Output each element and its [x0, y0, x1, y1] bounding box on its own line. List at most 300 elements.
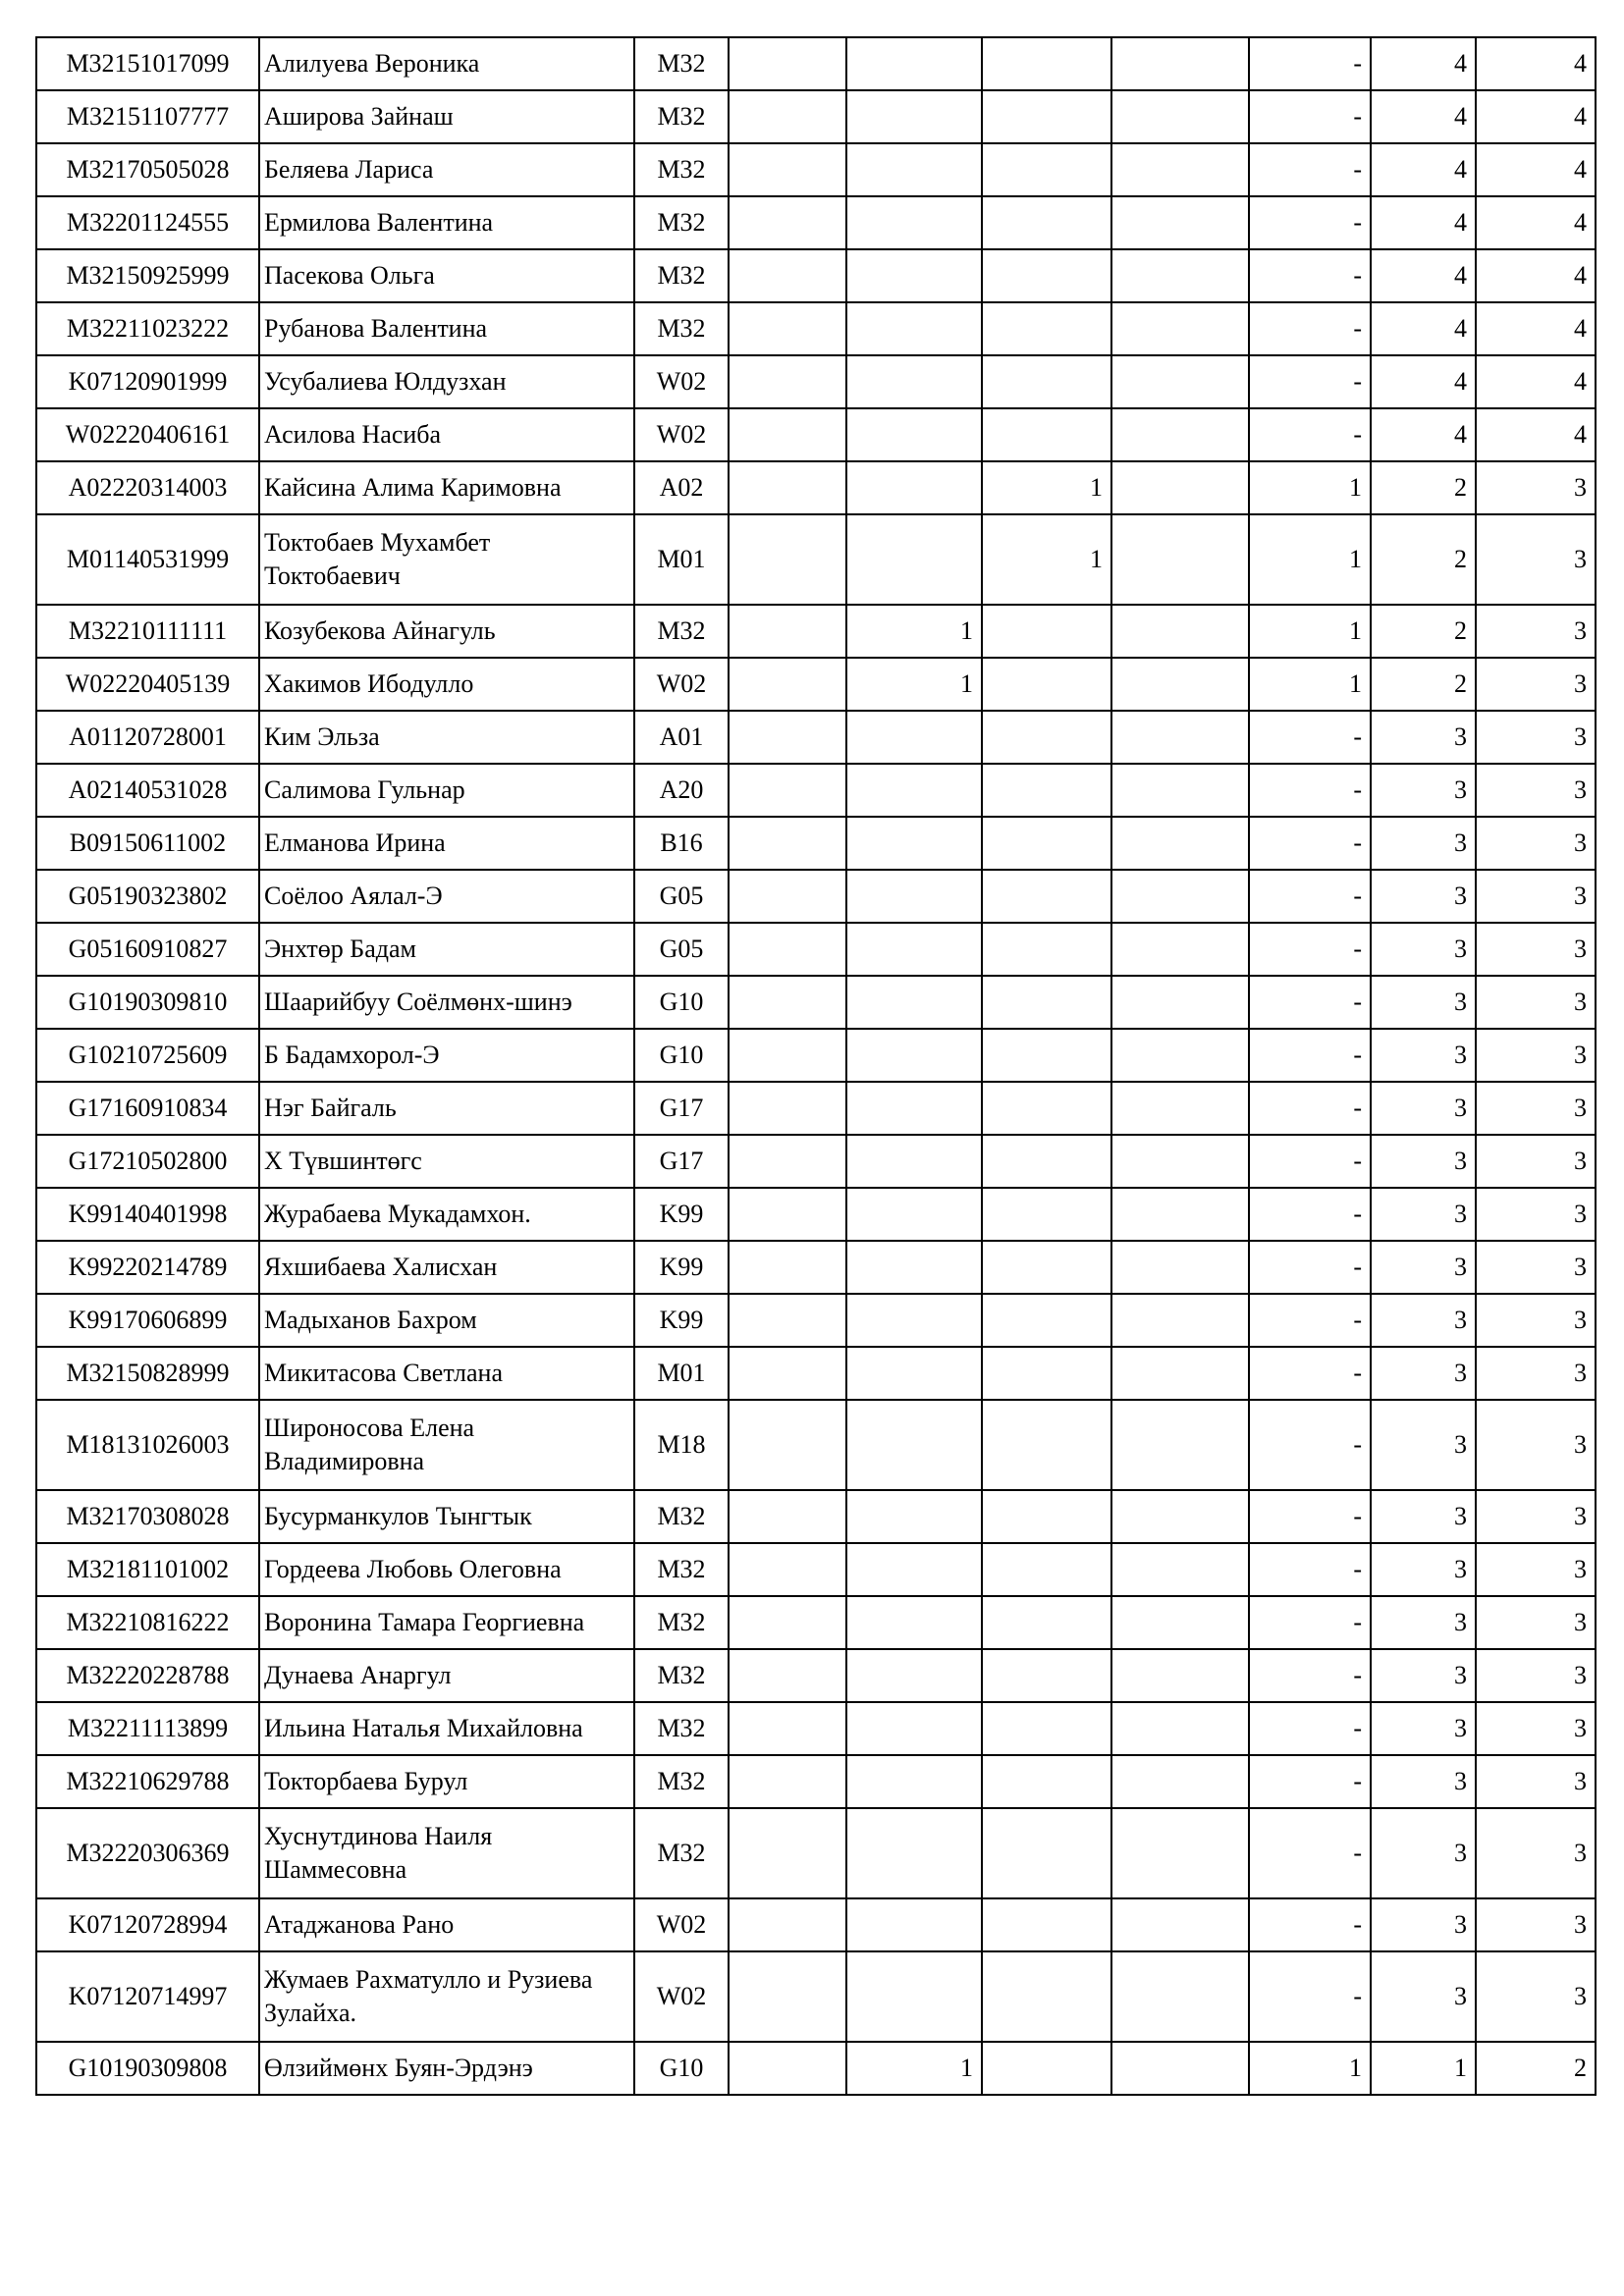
- code-cell: M32: [634, 143, 729, 196]
- id-cell: M32151107777: [36, 90, 259, 143]
- value-cell-3: [982, 1188, 1111, 1241]
- value-cell-4: [1111, 196, 1249, 249]
- total-cell: 4: [1476, 143, 1596, 196]
- value-cell-1: [729, 1082, 846, 1135]
- name-cell: Х Түвшинтөгс: [259, 1135, 634, 1188]
- table-row: [36, 1702, 1596, 1755]
- value-cell-4: [1111, 90, 1249, 143]
- value-cell-4: [1111, 1400, 1249, 1490]
- id-cell: K07120728994: [36, 1898, 259, 1951]
- value-cell-3: [982, 37, 1111, 90]
- value-cell-1: [729, 1400, 846, 1490]
- value-cell-4: [1111, 711, 1249, 764]
- value-cell-2: [846, 249, 982, 302]
- code-cell: G05: [634, 870, 729, 923]
- value-cell-1: [729, 1188, 846, 1241]
- code-cell: M01: [634, 1347, 729, 1400]
- code-cell: M32: [634, 302, 729, 355]
- value-cell-4: [1111, 976, 1249, 1029]
- total-cell: 3: [1476, 1241, 1596, 1294]
- total-cell: 4: [1476, 37, 1596, 90]
- value-cell-6: 1: [1371, 2042, 1476, 2095]
- value-cell-2: [846, 1898, 982, 1951]
- value-cell-1: [729, 1135, 846, 1188]
- table-row: [36, 923, 1596, 976]
- value-cell-2: [846, 923, 982, 976]
- id-cell: M32210816222: [36, 1596, 259, 1649]
- value-cell-6: 3: [1371, 711, 1476, 764]
- table-row: [36, 1188, 1596, 1241]
- value-cell-4: [1111, 1649, 1249, 1702]
- code-cell: W02: [634, 1951, 729, 2042]
- value-cell-5: 1: [1249, 514, 1371, 605]
- value-cell-6: 3: [1371, 1898, 1476, 1951]
- value-cell-4: [1111, 1898, 1249, 1951]
- table-row: [36, 37, 1596, 90]
- name-cell: Хуснутдинова Наиля Шаммесовна: [259, 1808, 634, 1898]
- total-cell: 3: [1476, 1649, 1596, 1702]
- total-cell: 4: [1476, 408, 1596, 461]
- value-cell-5: -: [1249, 1596, 1371, 1649]
- value-cell-5: -: [1249, 1808, 1371, 1898]
- value-cell-5: -: [1249, 976, 1371, 1029]
- value-cell-6: 4: [1371, 355, 1476, 408]
- value-cell-3: [982, 90, 1111, 143]
- code-cell: M32: [634, 1649, 729, 1702]
- id-cell: M32211023222: [36, 302, 259, 355]
- name-cell: Жумаев Рахматулло и Рузиева Зулайха.: [259, 1951, 634, 2042]
- value-cell-1: [729, 605, 846, 658]
- code-cell: B16: [634, 817, 729, 870]
- value-cell-1: [729, 1543, 846, 1596]
- value-cell-3: [982, 1029, 1111, 1082]
- name-cell: Токторбаева Бурул: [259, 1755, 634, 1808]
- value-cell-6: 2: [1371, 514, 1476, 605]
- value-cell-4: [1111, 605, 1249, 658]
- value-cell-3: [982, 355, 1111, 408]
- value-cell-5: -: [1249, 1898, 1371, 1951]
- value-cell-4: [1111, 1596, 1249, 1649]
- table-row: [36, 711, 1596, 764]
- value-cell-2: [846, 90, 982, 143]
- value-cell-2: [846, 817, 982, 870]
- value-cell-2: [846, 196, 982, 249]
- name-cell: Ильина Наталья Михайловна: [259, 1702, 634, 1755]
- code-cell: M18: [634, 1400, 729, 1490]
- value-cell-1: [729, 1490, 846, 1543]
- value-cell-4: [1111, 923, 1249, 976]
- total-cell: 3: [1476, 923, 1596, 976]
- table-row: [36, 1400, 1596, 1490]
- total-cell: 3: [1476, 1543, 1596, 1596]
- value-cell-3: [982, 196, 1111, 249]
- value-cell-3: [982, 1808, 1111, 1898]
- total-cell: 4: [1476, 355, 1596, 408]
- name-cell: Б Бадамхорол-Э: [259, 1029, 634, 1082]
- value-cell-3: 1: [982, 514, 1111, 605]
- value-cell-3: [982, 249, 1111, 302]
- value-cell-5: -: [1249, 37, 1371, 90]
- value-cell-5: -: [1249, 1029, 1371, 1082]
- value-cell-4: [1111, 302, 1249, 355]
- value-cell-4: [1111, 1543, 1249, 1596]
- id-cell: G10190309808: [36, 2042, 259, 2095]
- name-cell: Беляева Лариса: [259, 143, 634, 196]
- table-row: [36, 764, 1596, 817]
- code-cell: A02: [634, 461, 729, 514]
- id-cell: G10190309810: [36, 976, 259, 1029]
- value-cell-6: 3: [1371, 817, 1476, 870]
- value-cell-1: [729, 764, 846, 817]
- value-cell-6: 2: [1371, 658, 1476, 711]
- value-cell-3: [982, 870, 1111, 923]
- code-cell: G10: [634, 1029, 729, 1082]
- id-cell: K07120901999: [36, 355, 259, 408]
- id-cell: M32151017099: [36, 37, 259, 90]
- table-row: [36, 196, 1596, 249]
- table-row: [36, 1135, 1596, 1188]
- value-cell-1: [729, 408, 846, 461]
- code-cell: M32: [634, 1543, 729, 1596]
- total-cell: 3: [1476, 1702, 1596, 1755]
- table-row: [36, 870, 1596, 923]
- value-cell-2: 1: [846, 605, 982, 658]
- total-cell: 4: [1476, 196, 1596, 249]
- value-cell-6: 3: [1371, 1082, 1476, 1135]
- value-cell-3: [982, 1082, 1111, 1135]
- value-cell-1: [729, 1029, 846, 1082]
- value-cell-6: 3: [1371, 1241, 1476, 1294]
- value-cell-4: [1111, 764, 1249, 817]
- code-cell: M32: [634, 1808, 729, 1898]
- code-cell: M32: [634, 1490, 729, 1543]
- table-row: [36, 1543, 1596, 1596]
- id-cell: G17210502800: [36, 1135, 259, 1188]
- code-cell: M32: [634, 605, 729, 658]
- value-cell-4: [1111, 1347, 1249, 1400]
- value-cell-3: [982, 408, 1111, 461]
- id-cell: M01140531999: [36, 514, 259, 605]
- value-cell-3: 1: [982, 461, 1111, 514]
- value-cell-2: [846, 1241, 982, 1294]
- value-cell-1: [729, 1241, 846, 1294]
- name-cell: Журабаева Мукадамхон.: [259, 1188, 634, 1241]
- code-cell: G17: [634, 1082, 729, 1135]
- value-cell-4: [1111, 1702, 1249, 1755]
- value-cell-6: 2: [1371, 605, 1476, 658]
- value-cell-4: [1111, 355, 1249, 408]
- total-cell: 3: [1476, 1596, 1596, 1649]
- value-cell-2: [846, 1347, 982, 1400]
- code-cell: W02: [634, 658, 729, 711]
- id-cell: W02220405139: [36, 658, 259, 711]
- id-cell: M32150828999: [36, 1347, 259, 1400]
- name-cell: Хакимов Ибодулло: [259, 658, 634, 711]
- value-cell-2: [846, 514, 982, 605]
- value-cell-6: 4: [1371, 408, 1476, 461]
- name-cell: Токтобаев Мухамбет Токтобаевич: [259, 514, 634, 605]
- value-cell-2: [846, 764, 982, 817]
- value-cell-5: -: [1249, 764, 1371, 817]
- name-cell: Рубанова Валентина: [259, 302, 634, 355]
- total-cell: 3: [1476, 1347, 1596, 1400]
- total-cell: 3: [1476, 1135, 1596, 1188]
- value-cell-5: -: [1249, 711, 1371, 764]
- value-cell-4: [1111, 1755, 1249, 1808]
- name-cell: Козубекова Айнагуль: [259, 605, 634, 658]
- value-cell-1: [729, 1596, 846, 1649]
- value-cell-2: [846, 461, 982, 514]
- value-cell-6: 4: [1371, 37, 1476, 90]
- name-cell: Яхшибаева Халисхан: [259, 1241, 634, 1294]
- value-cell-1: [729, 37, 846, 90]
- value-cell-1: [729, 1649, 846, 1702]
- value-cell-6: 3: [1371, 870, 1476, 923]
- code-cell: M01: [634, 514, 729, 605]
- value-cell-3: [982, 1347, 1111, 1400]
- value-cell-1: [729, 249, 846, 302]
- table-row: [36, 1082, 1596, 1135]
- value-cell-4: [1111, 1029, 1249, 1082]
- value-cell-3: [982, 1755, 1111, 1808]
- name-cell: Энхтөр Бадам: [259, 923, 634, 976]
- value-cell-3: [982, 1649, 1111, 1702]
- id-cell: K99170606899: [36, 1294, 259, 1347]
- table-row: [36, 143, 1596, 196]
- value-cell-6: 3: [1371, 1135, 1476, 1188]
- code-cell: K99: [634, 1294, 729, 1347]
- id-cell: G10210725609: [36, 1029, 259, 1082]
- code-cell: W02: [634, 355, 729, 408]
- name-cell: Усубалиева Юлдузхан: [259, 355, 634, 408]
- value-cell-5: -: [1249, 302, 1371, 355]
- table-row: [36, 1029, 1596, 1082]
- id-cell: M32201124555: [36, 196, 259, 249]
- value-cell-4: [1111, 1188, 1249, 1241]
- table-row: [36, 1808, 1596, 1898]
- code-cell: M32: [634, 1702, 729, 1755]
- name-cell: Соёлоо Аялал-Э: [259, 870, 634, 923]
- value-cell-1: [729, 658, 846, 711]
- value-cell-4: [1111, 408, 1249, 461]
- table-row: [36, 2042, 1596, 2095]
- value-cell-2: [846, 711, 982, 764]
- value-cell-2: [846, 1082, 982, 1135]
- total-cell: 3: [1476, 514, 1596, 605]
- table-row: [36, 658, 1596, 711]
- total-cell: 3: [1476, 1755, 1596, 1808]
- value-cell-4: [1111, 1808, 1249, 1898]
- name-cell: Нэг Байгаль: [259, 1082, 634, 1135]
- code-cell: M32: [634, 1755, 729, 1808]
- value-cell-3: [982, 1241, 1111, 1294]
- value-cell-1: [729, 976, 846, 1029]
- value-cell-5: -: [1249, 1082, 1371, 1135]
- value-cell-5: -: [1249, 1543, 1371, 1596]
- value-cell-4: [1111, 1294, 1249, 1347]
- value-cell-1: [729, 143, 846, 196]
- value-cell-4: [1111, 461, 1249, 514]
- value-cell-1: [729, 514, 846, 605]
- total-cell: 3: [1476, 711, 1596, 764]
- code-cell: G10: [634, 976, 729, 1029]
- value-cell-2: [846, 870, 982, 923]
- total-cell: 3: [1476, 1082, 1596, 1135]
- total-cell: 3: [1476, 1951, 1596, 2042]
- value-cell-3: [982, 1400, 1111, 1490]
- value-cell-3: [982, 1294, 1111, 1347]
- total-cell: 3: [1476, 658, 1596, 711]
- value-cell-4: [1111, 514, 1249, 605]
- id-cell: M32220306369: [36, 1808, 259, 1898]
- total-cell: 3: [1476, 1188, 1596, 1241]
- total-cell: 3: [1476, 1294, 1596, 1347]
- value-cell-5: -: [1249, 143, 1371, 196]
- name-cell: Ким Эльза: [259, 711, 634, 764]
- total-cell: 3: [1476, 1029, 1596, 1082]
- value-cell-3: [982, 302, 1111, 355]
- name-cell: Ермилова Валентина: [259, 196, 634, 249]
- value-cell-2: [846, 302, 982, 355]
- total-cell: 3: [1476, 870, 1596, 923]
- id-cell: M32170505028: [36, 143, 259, 196]
- code-cell: A01: [634, 711, 729, 764]
- value-cell-5: -: [1249, 1347, 1371, 1400]
- value-cell-5: -: [1249, 870, 1371, 923]
- total-cell: 3: [1476, 817, 1596, 870]
- value-cell-5: -: [1249, 1135, 1371, 1188]
- value-cell-4: [1111, 37, 1249, 90]
- code-cell: G17: [634, 1135, 729, 1188]
- value-cell-6: 3: [1371, 1490, 1476, 1543]
- value-cell-6: 4: [1371, 302, 1476, 355]
- value-cell-6: 4: [1371, 143, 1476, 196]
- table-row: [36, 90, 1596, 143]
- code-cell: W02: [634, 408, 729, 461]
- name-cell: Мадыханов Бахром: [259, 1294, 634, 1347]
- value-cell-2: [846, 408, 982, 461]
- value-cell-3: [982, 764, 1111, 817]
- code-cell: G05: [634, 923, 729, 976]
- value-cell-4: [1111, 817, 1249, 870]
- value-cell-6: 2: [1371, 461, 1476, 514]
- name-cell: Гордеева Любовь Олеговна: [259, 1543, 634, 1596]
- value-cell-1: [729, 870, 846, 923]
- code-cell: M32: [634, 1596, 729, 1649]
- value-cell-5: -: [1249, 1702, 1371, 1755]
- value-cell-3: [982, 1898, 1111, 1951]
- id-cell: M32210111111: [36, 605, 259, 658]
- name-cell: Аширова Зайнаш: [259, 90, 634, 143]
- id-cell: A01120728001: [36, 711, 259, 764]
- name-cell: Воронина Тамара Георгиевна: [259, 1596, 634, 1649]
- value-cell-6: 4: [1371, 196, 1476, 249]
- name-cell: Микитасова Светлана: [259, 1347, 634, 1400]
- table-row: [36, 1347, 1596, 1400]
- value-cell-4: [1111, 1490, 1249, 1543]
- id-cell: M32170308028: [36, 1490, 259, 1543]
- value-cell-4: [1111, 1082, 1249, 1135]
- value-cell-3: [982, 1490, 1111, 1543]
- value-cell-6: 3: [1371, 1951, 1476, 2042]
- value-cell-4: [1111, 1241, 1249, 1294]
- name-cell: Елманова Ирина: [259, 817, 634, 870]
- name-cell: Дунаева Анаргул: [259, 1649, 634, 1702]
- id-cell: M32211113899: [36, 1702, 259, 1755]
- value-cell-3: [982, 976, 1111, 1029]
- code-cell: K99: [634, 1241, 729, 1294]
- value-cell-6: 3: [1371, 1755, 1476, 1808]
- table-row: [36, 514, 1596, 605]
- value-cell-2: [846, 143, 982, 196]
- value-cell-3: [982, 1951, 1111, 2042]
- total-cell: 4: [1476, 90, 1596, 143]
- id-cell: B09150611002: [36, 817, 259, 870]
- code-cell: M32: [634, 37, 729, 90]
- value-cell-5: 1: [1249, 658, 1371, 711]
- value-cell-1: [729, 1898, 846, 1951]
- value-cell-2: 1: [846, 2042, 982, 2095]
- value-cell-2: [846, 1543, 982, 1596]
- total-cell: 4: [1476, 249, 1596, 302]
- value-cell-3: [982, 711, 1111, 764]
- name-cell: Кайсина Алима Каримовна: [259, 461, 634, 514]
- name-cell: Асилова Насиба: [259, 408, 634, 461]
- table-row: [36, 976, 1596, 1029]
- name-cell: Шаарийбуу Соёлмөнх-шинэ: [259, 976, 634, 1029]
- name-cell: Бусурманкулов Тынгтык: [259, 1490, 634, 1543]
- id-cell: M32150925999: [36, 249, 259, 302]
- value-cell-3: [982, 1543, 1111, 1596]
- table-row: [36, 355, 1596, 408]
- value-cell-3: [982, 2042, 1111, 2095]
- value-cell-4: [1111, 1951, 1249, 2042]
- value-cell-1: [729, 1808, 846, 1898]
- value-cell-5: -: [1249, 1400, 1371, 1490]
- value-cell-2: [846, 1702, 982, 1755]
- value-cell-3: [982, 817, 1111, 870]
- value-cell-6: 3: [1371, 1702, 1476, 1755]
- value-cell-5: -: [1249, 408, 1371, 461]
- value-cell-4: [1111, 143, 1249, 196]
- id-cell: G17160910834: [36, 1082, 259, 1135]
- value-cell-1: [729, 711, 846, 764]
- value-cell-5: -: [1249, 90, 1371, 143]
- value-cell-6: 3: [1371, 1596, 1476, 1649]
- value-cell-2: [846, 1400, 982, 1490]
- total-cell: 2: [1476, 2042, 1596, 2095]
- table-row: [36, 605, 1596, 658]
- value-cell-5: -: [1249, 249, 1371, 302]
- value-cell-1: [729, 1951, 846, 2042]
- value-cell-5: -: [1249, 1755, 1371, 1808]
- value-cell-2: [846, 37, 982, 90]
- value-cell-2: [846, 1951, 982, 2042]
- name-cell: Атаджанова Рано: [259, 1898, 634, 1951]
- value-cell-6: 3: [1371, 1400, 1476, 1490]
- id-cell: A02220314003: [36, 461, 259, 514]
- value-cell-2: [846, 1755, 982, 1808]
- id-cell: A02140531028: [36, 764, 259, 817]
- value-cell-6: 3: [1371, 1188, 1476, 1241]
- value-cell-3: [982, 658, 1111, 711]
- value-cell-2: 1: [846, 658, 982, 711]
- code-cell: G10: [634, 2042, 729, 2095]
- value-cell-5: -: [1249, 1241, 1371, 1294]
- value-cell-1: [729, 90, 846, 143]
- value-cell-2: [846, 1808, 982, 1898]
- value-cell-1: [729, 1294, 846, 1347]
